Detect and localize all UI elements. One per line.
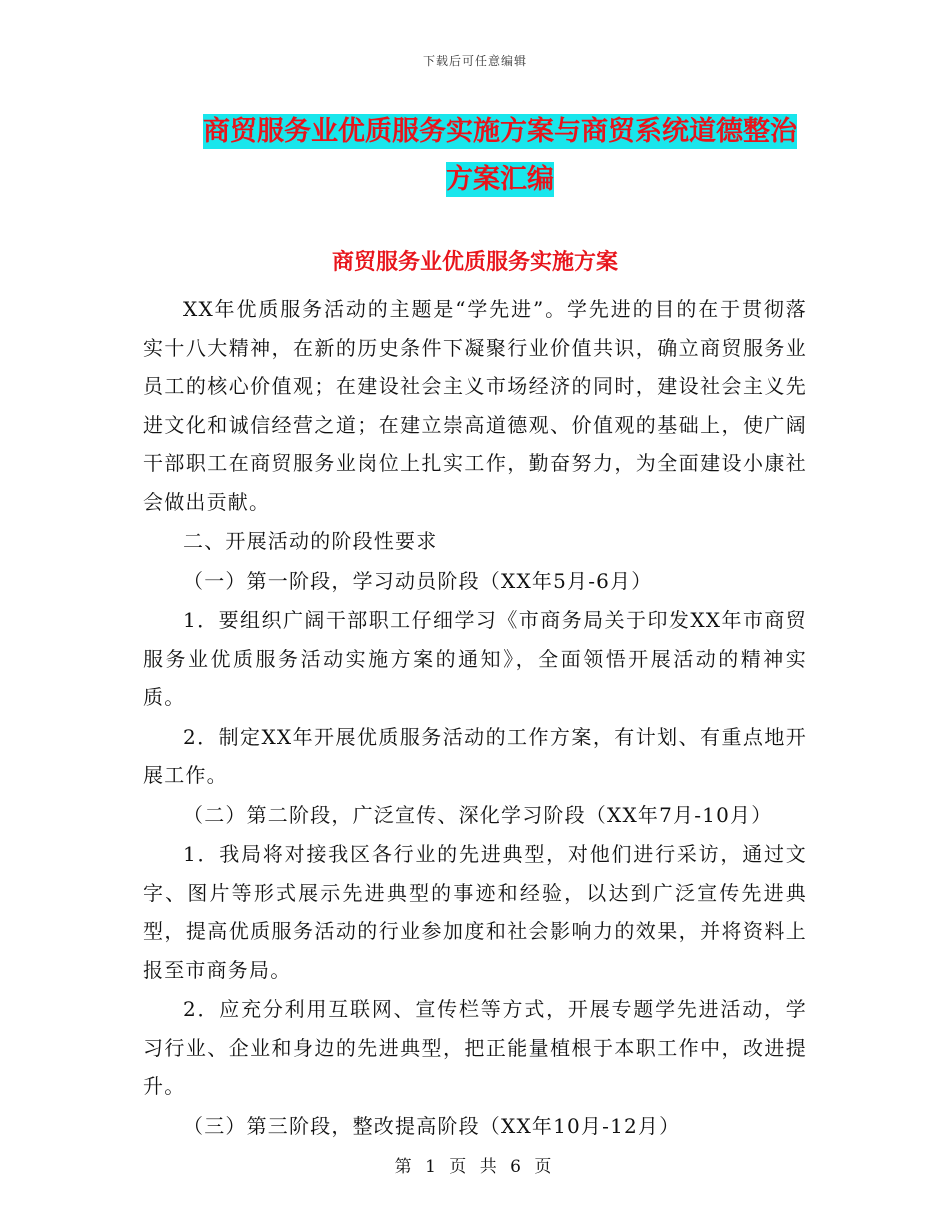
paragraph-stage-three-heading: （三）第三阶段，整改提高阶段（XX年10月-12月） xyxy=(183,1113,681,1138)
section-title: 商贸服务业优质服务实施方案 xyxy=(331,249,618,275)
paragraph-stage-one-item-2: 2．制定XX年开展优质服务活动的工作方案，有计划、有重点地开展工作。 xyxy=(143,724,807,787)
paragraph-heading-stage-requirements: 二、开展活动的阶段性要求 xyxy=(183,529,438,553)
document-body xyxy=(143,290,807,1145)
document-title xyxy=(195,108,805,204)
paragraph-stage-two-item-1: 1．我局将对接我区各行业的先进典型，对他们进行采访，通过文字、图片等形式展示先进典型的事迹和经验，以达到广泛宣传先进典型，提高优质服务活动的行业参加度和社会影响力的效果，并将资料上报至市商务局。 xyxy=(143,842,807,982)
page-header-note: 下载后可任意编辑 xyxy=(422,54,527,68)
page-footer-number: 第 1 页 共 6 页 xyxy=(394,1157,556,1177)
paragraph-stage-two-heading: （二）第二阶段，广泛宣传、深化学习阶段（XX年7月-10月） xyxy=(183,802,773,827)
paragraph-stage-one-heading: （一）第一阶段，学习动员阶段（XX年5月-6月） xyxy=(183,568,653,593)
paragraph-stage-two-item-2: 2．应充分利用互联网、宣传栏等方式，开展专题学先进活动，学习行业、企业和身边的先进典型，把正能量植根于本职工作中，改进提升。 xyxy=(143,997,807,1098)
paragraph-intro: XX年优质服务活动的主题是“学先进”。学先进的目的在于贯彻落实十八大精神，在新的历史条件下凝聚行业价值共识，确立商贸服务业员工的核心价值观；在建设社会主义市场经济的同时，建设社会主义先进文化和诚信经营之道；在建立崇高道德观、价值观的基础上，使广阔干部职工在商贸服务业岗位上扎实工作，勤奋努力，为全面建设小康社会做出贡献。 xyxy=(143,297,807,514)
document-title-highlight: 商贸服务业优质服务实施方案与商贸系统道德整治方案汇编 xyxy=(203,116,797,195)
paragraph-stage-one-item-1: 1．要组织广阔干部职工仔细学习《市商务局关于印发XX年市商贸服务业优质服务活动实施方案的通知》，全面领悟开展活动的精神实质。 xyxy=(143,608,807,709)
